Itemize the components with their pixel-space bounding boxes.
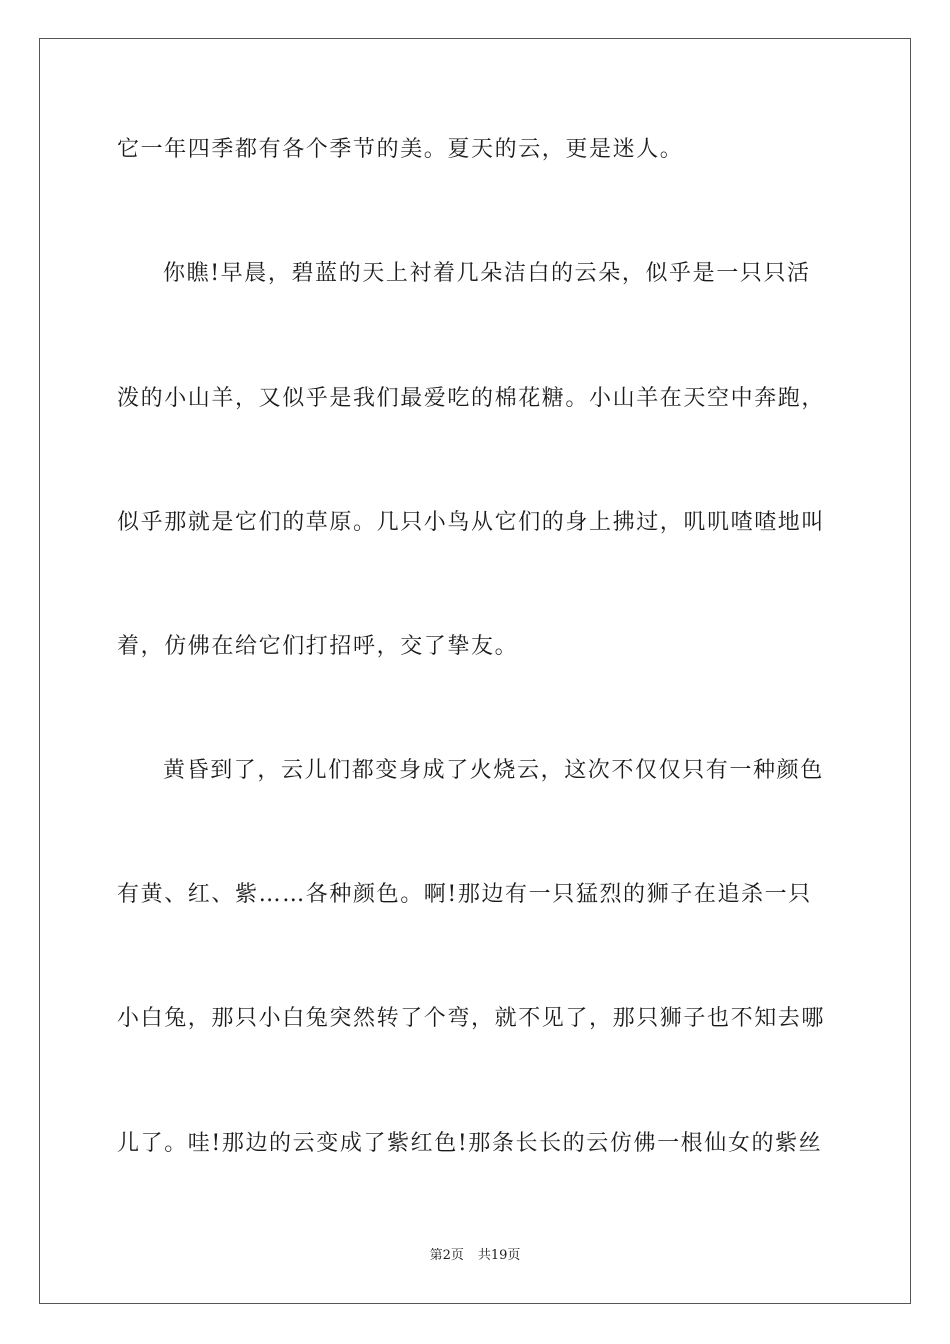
text-line: 儿了。哇!那边的云变成了紫红色!那条长长的云仿佛一根仙女的紫丝 bbox=[117, 1131, 823, 1156]
text-line: 小白兔，那只小白兔突然转了个弯，就不见了，那只狮子也不知去哪 bbox=[117, 1006, 826, 1031]
text-line: 泼的小山羊，又似乎是我们最爱吃的棉花糖。小山羊在天空中奔跑， bbox=[117, 386, 826, 411]
text-line: 有黄、红、紫……各种颜色。啊!那边有一只猛烈的狮子在追杀一只 bbox=[117, 882, 812, 907]
page-total: 共19页 bbox=[477, 1248, 521, 1263]
page-frame bbox=[39, 38, 911, 1304]
page-footer bbox=[0, 1247, 950, 1265]
text-line: 它一年四季都有各个季节的美。夏天的云，更是迷人。 bbox=[117, 137, 684, 162]
paragraph-start-line: 你瞧!早晨，碧蓝的天上衬着几朵洁白的云朵，似乎是一只只活 bbox=[163, 261, 811, 286]
paragraph-start-line: 黄昏到了，云儿们都变身成了火烧云，这次不仅仅只有一种颜色 bbox=[163, 758, 824, 783]
page-number: 第2页 bbox=[429, 1248, 464, 1263]
text-line: 着，仿佛在给它们打招呼，交了挚友。 bbox=[117, 634, 519, 659]
text-line: 似乎那就是它们的草原。几只小鸟从它们的身上拂过，叽叽喳喳地叫 bbox=[117, 510, 826, 535]
